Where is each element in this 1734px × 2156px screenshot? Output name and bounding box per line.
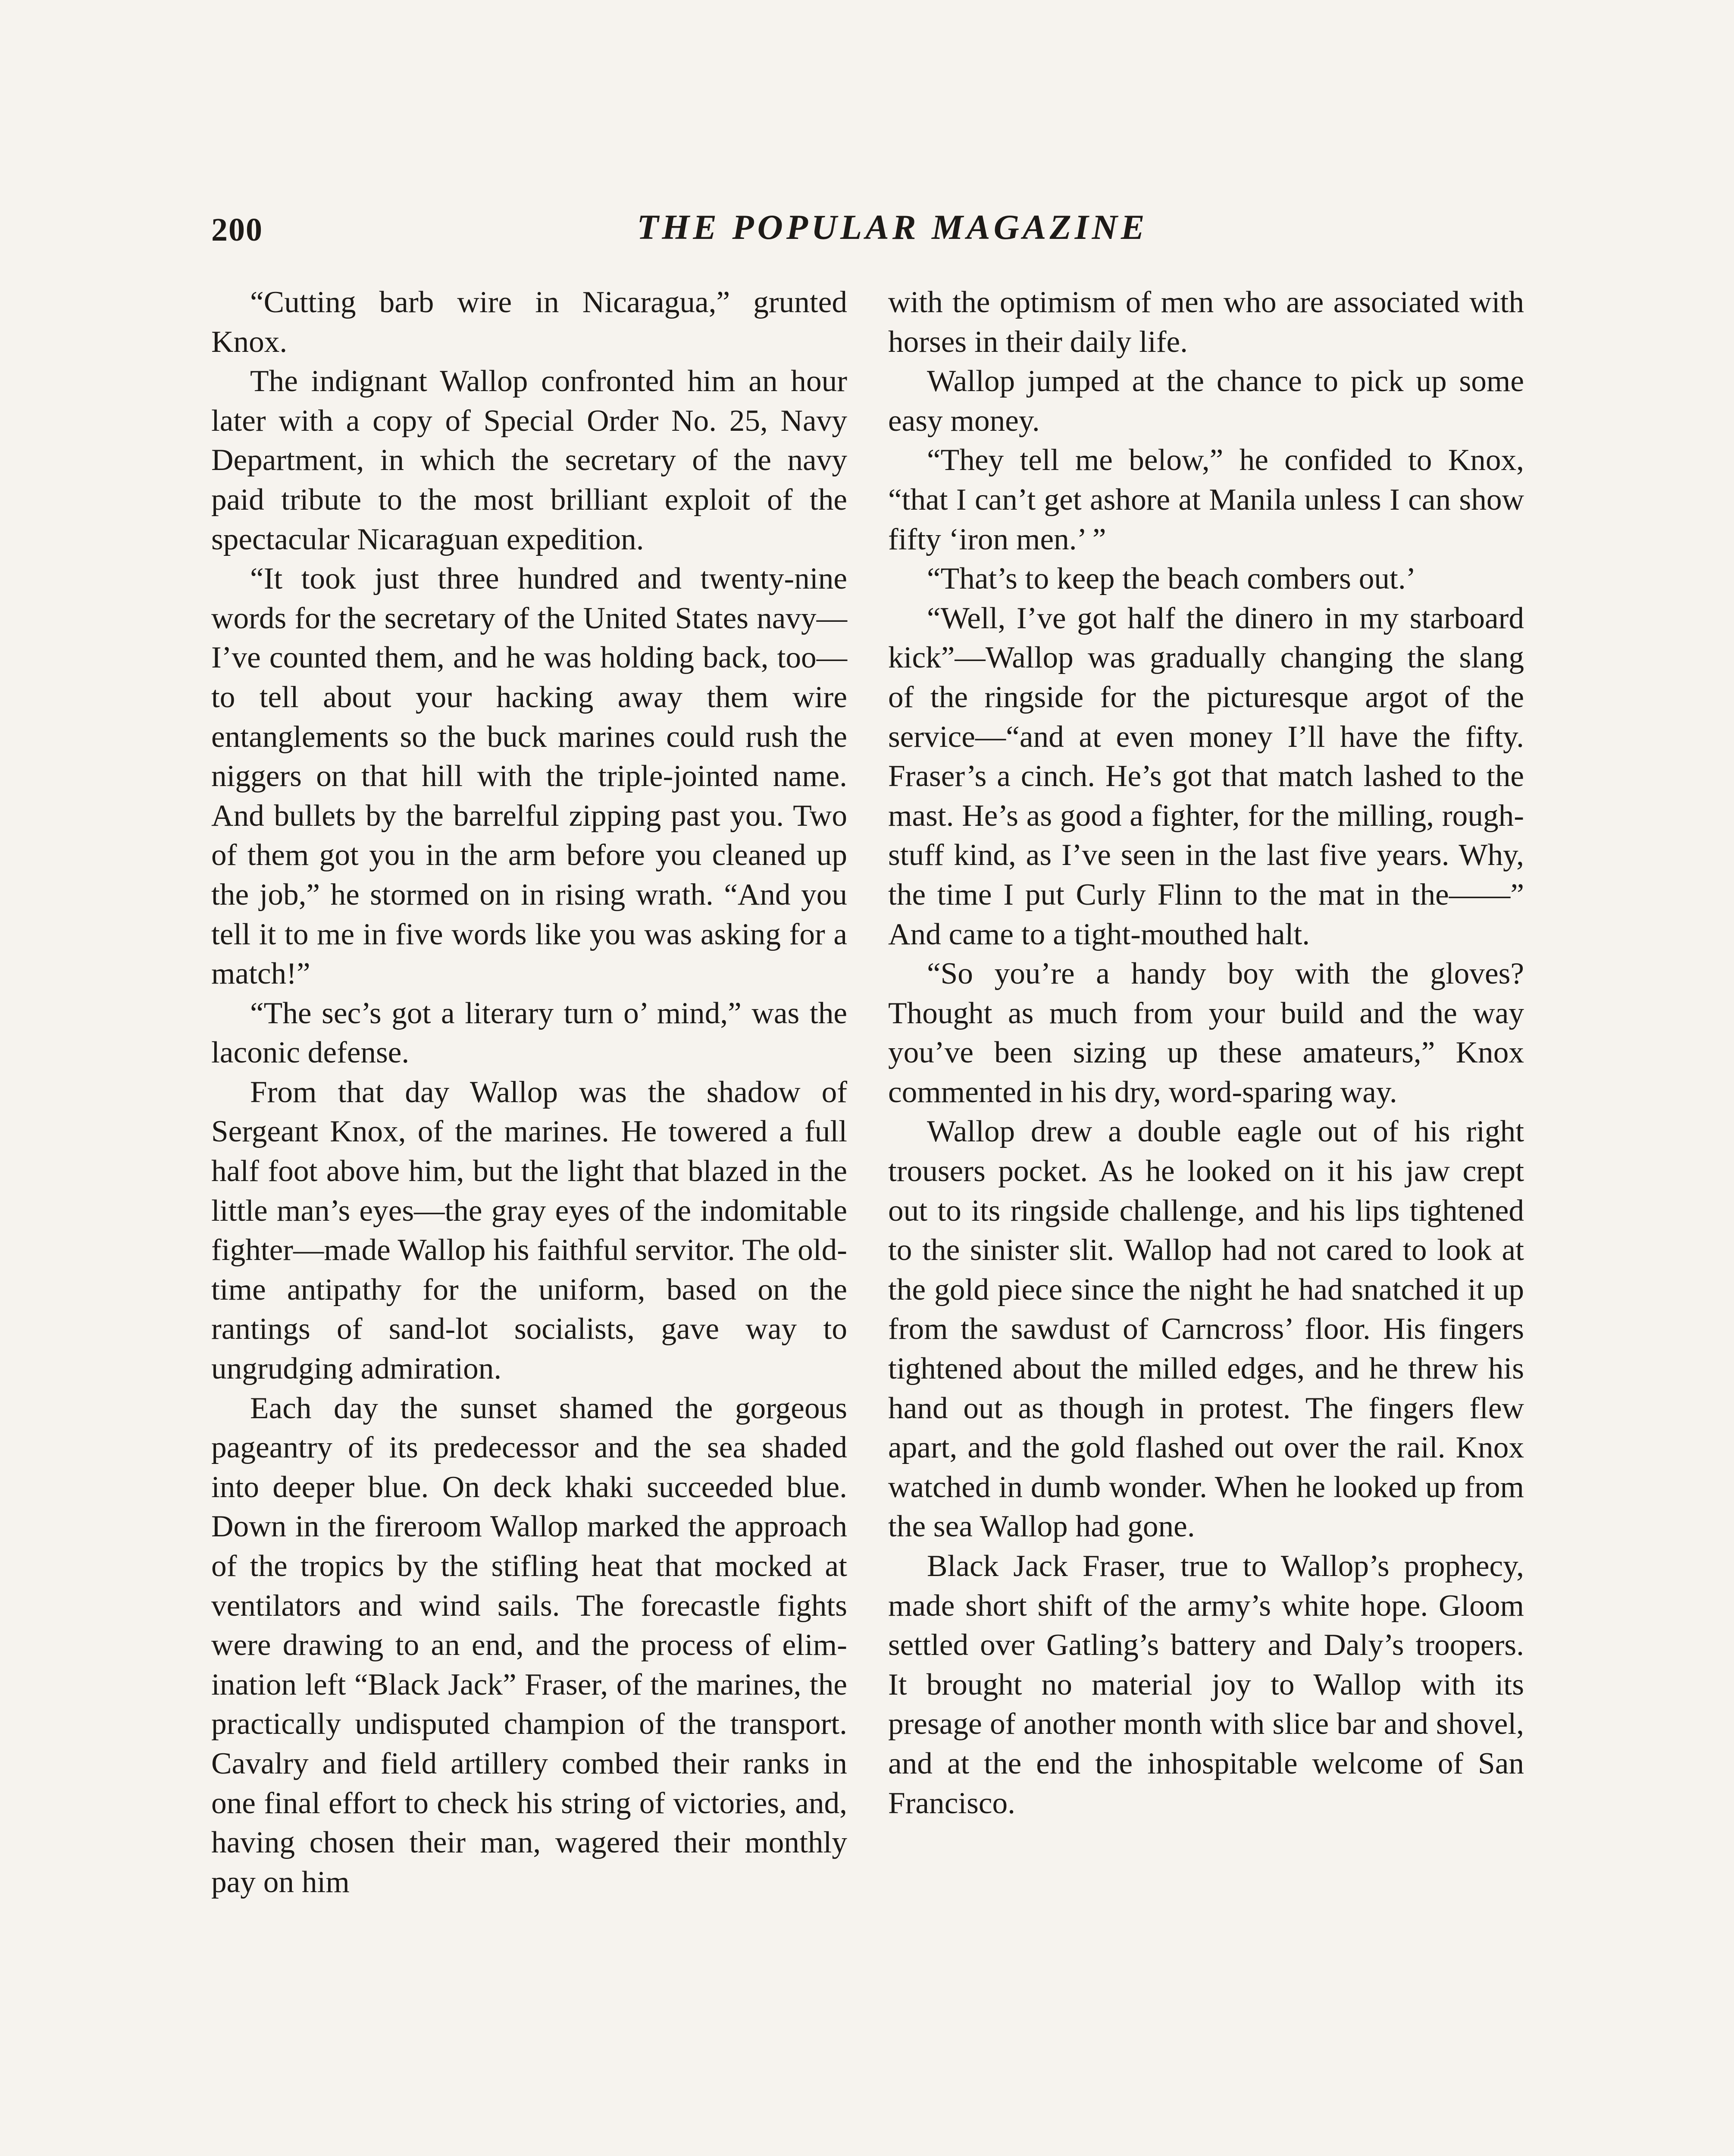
paragraph: “Cutting barb wire in Nicaragua,” grunted Knox. bbox=[211, 285, 847, 359]
paragraph-continued: with the optimism of men who are associated with horses in their daily life. bbox=[888, 285, 1524, 359]
right-column bbox=[888, 282, 1524, 1823]
paragraph: Each day the sunset shamed the gorgeous pageantry of its predecessor and the sea shaded into deeper blue. On deck khaki succeeded blue. Down in the fireroom Wallop marked the approach of the tropics by the stifling heat that mocked at ventilators and wind sails. The forecastle fights were drawing to an end, and the process of elimination left “Black Jack” Fraser, of the marines, the practically undisputed champion of the transport. Cavalry and field artillery combed their ranks in one final effort to check his string of victories, and, having chosen their man, wagered their monthly pay on him bbox=[211, 1391, 847, 1899]
paragraph: The indignant Wallop confronted him an hour later with a copy of Special Order No. 25, Navy Department, in which the secretary of the navy paid tribute to the most brilliant exploit of the spectacular Nicaraguan expedition. bbox=[211, 364, 847, 556]
paragraph: Wallop drew a double eagle out of his right trousers pocket. As he looked on it his jaw crept out to its ringside challenge, and his lips tightened to the sinister slit. Wallop had not cared to look at the gold piece since the night he had snatched it up from the sawdust of Carncross’ floor. His fingers tightened about the milled edges, and he threw his hand out as though in protest. The fingers flew apart, and the gold flashed out over the rail. Knox watched in dumb wonder. When he looked up from the sea Wallop had gone. bbox=[888, 1114, 1524, 1544]
paragraph: Black Jack Fraser, true to Wallop’s prophecy, made short shift of the army’s white hope. Gloom settled over Gatling’s battery and Daly’s troopers. It brought no material joy to Wallop with its presage of another month with slice bar and shovel, and at the end the inhospitable welcome of San Francisco. bbox=[888, 1549, 1524, 1820]
paragraph: “Well, I’ve got half the dinero in my starboard kick”—Wallop was gradually changing the slang of the ringside for the picturesque argot of the service—“and at even money I’ll have the fifty. Fraser’s a cinch. He’s got that match lashed to the mast. He’s as good a fighter, for the milling, rough-stuff kind, as I’ve seen in the last five years. Why, the time I put Curly Flinn to the mat in the——” And came to a tight-mouthed halt. bbox=[888, 601, 1524, 951]
paragraph: “So you’re a handy boy with the gloves? Thought as much from your build and the way you’ve been sizing up these amateurs,” Knox commented in his dry, word-sparing way. bbox=[888, 956, 1524, 1109]
page-header bbox=[211, 207, 1526, 259]
left-column bbox=[211, 282, 847, 1902]
paragraph: “That’s to keep the beach combers out.’ bbox=[927, 561, 1416, 596]
paragraph: “The sec’s got a literary turn o’ mind,” was the laconic defense. bbox=[211, 996, 847, 1070]
paragraph: Wallop jumped at the chance to pick up some easy money. bbox=[888, 364, 1524, 438]
page-number: 200 bbox=[211, 212, 263, 248]
paragraph: “They tell me below,” he confided to Knox, “that I can’t get ashore at Manila unless I can show fifty ‘iron men.’ ” bbox=[888, 443, 1524, 556]
running-title: THE POPULAR MAGAZINE bbox=[637, 207, 1148, 247]
paragraph: From that day Wallop was the shadow of Sergeant Knox, of the marines. He towered a full half foot above him, but the light that blazed in the little man’s eyes—the gray eyes of the indomitable fighter—made Wallop his faithful servitor. The old-time antipathy for the uniform, based on the rantings of sand-lot socialists, gave way to ungrudging admiration. bbox=[211, 1075, 847, 1386]
paragraph: “It took just three hundred and twenty-nine words for the secretary of the United States navy—I’ve counted them, and he was holding back, too—to tell about your hacking away them wire entanglements so the buck marines could rush the niggers on that hill with the triple-jointed name. And bullets by the barrelful zipping past you. Two of them got you in the arm before you cleaned up the job,” he stormed on in rising wrath. “And you tell it to me in five words like you was asking for a match!” bbox=[211, 561, 847, 991]
